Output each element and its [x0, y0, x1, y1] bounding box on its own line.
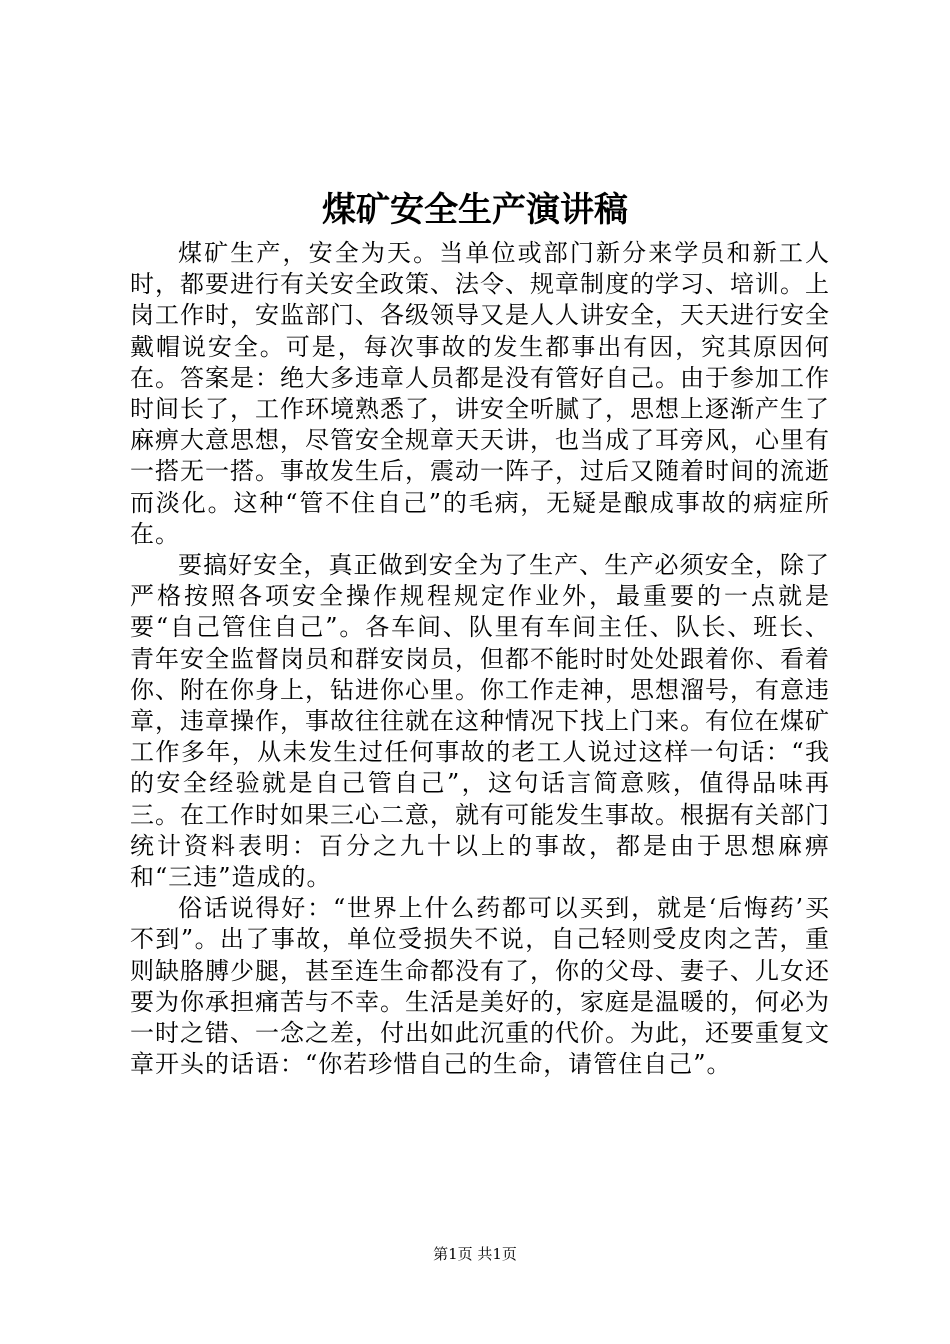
paragraph-1: 煤矿生产，安全为天。当单位或部门新分来学员和新工人时，都要进行有关安全政策、法令、规章制度的学习、培训。上岗工作时，安监部门、各级领导又是人人讲安全，天天进行安全戴帽说安全。可是，每次事故的发生都事出有因，究其原因何在。答案是：绝大多违章人员都是没有管好自己。由于参加工作时间长了，工作环境熟悉了，讲安全听腻了，思想上逐渐产生了麻痹大意思想，尽管安全规章天天讲，也当成了耳旁风，心里有一搭无一搭。事故发生后，震动一阵子，过后又随着时间的流逝而淡化。这种“管不住自己”的毛病，无疑是酿成事故的病症所在。: [130, 239, 830, 548]
paragraph-3: 俗话说得好：“世界上什么药都可以买到，就是‘后悔药’买不到”。出了事故，单位受损失不说，自己轻则受皮肉之苦，重则缺胳膊少腿，甚至连生命都没有了，你的父母、妻子、儿女还要为你承担痛苦与不幸。生活是美好的，家庭是温暖的，何必为一时之错、一念之差，付出如此沉重的代价。为此，还要重复文章开头的话语：“你若珍惜自己的生命，请管住自己”。: [130, 894, 830, 1079]
document-body: [130, 238, 830, 1080]
page-title: 煤矿安全生产演讲稿: [322, 190, 628, 230]
paragraph-2: 要搞好安全，真正做到安全为了生产、生产必须安全，除了严格按照各项安全操作规程规定作业外，最重要的一点就是要“自己管住自己”。各车间、队里有车间主任、队长、班长、青年安全监督岗员和群安岗员，但都不能时时处处跟着你、看着你、附在你身上，钻进你心里。你工作走神，思想溜号，有意违章，违章操作，事故往往就在这种情况下找上门来。有位在煤矿工作多年，从未发生过任何事故的老工人说过这样一句话：“我的安全经验就是自己管自己”，这句话言简意赅，值得品味再三。在工作时如果三心二意，就有可能发生事故。根据有关部门统计资料表明：百分之九十以上的事故，都是由于思想麻痹和“三违”造成的。: [130, 551, 830, 892]
page-footer: 第1页 共1页: [433, 1245, 517, 1263]
